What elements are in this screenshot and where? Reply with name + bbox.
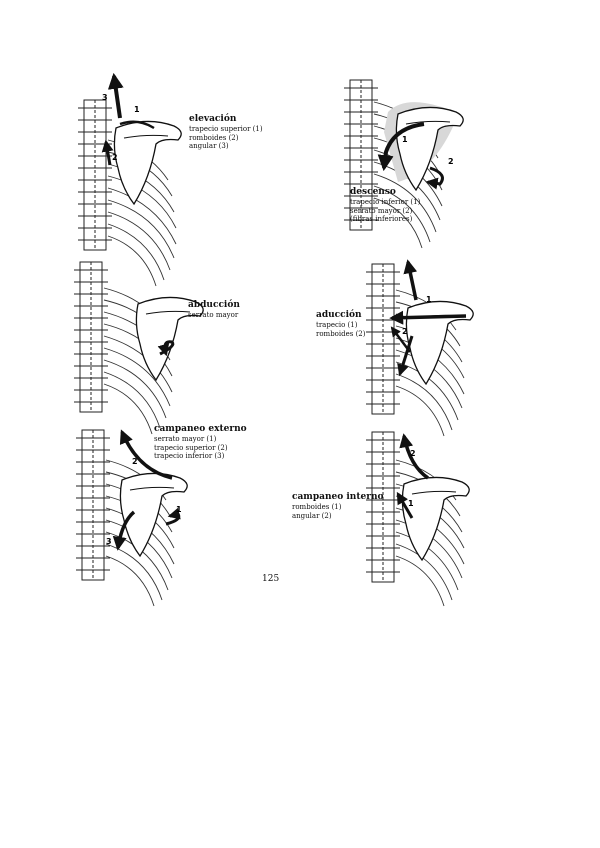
panel-campaneo-externo: [78, 424, 278, 576]
caption-line: serrato mayor (1): [154, 435, 217, 443]
caption-descenso: [350, 187, 420, 224]
panel-aduccion: [316, 256, 476, 396]
panel-elevacion: [76, 70, 296, 240]
caption-line: romboides (2): [189, 133, 239, 142]
panel-abduccion: [76, 258, 276, 388]
caption-line: trapecio inferior (3): [154, 452, 225, 460]
caption-line: trapecio superior (2): [154, 443, 228, 452]
abduccion-illustration: [76, 258, 186, 388]
caption-title: elevación: [189, 114, 237, 124]
panel-descenso: [344, 72, 474, 232]
caption-aduccion: [316, 310, 366, 338]
caption-elevacion: [189, 114, 263, 151]
caption-title: descenso: [350, 187, 396, 197]
caption-line: trapecio (1): [316, 321, 358, 329]
arrow-elevation: [114, 76, 120, 118]
arrow-romboides: [106, 142, 110, 165]
label-1: 1: [176, 505, 182, 514]
label-2: 2: [448, 157, 454, 166]
descenso-illustration: [344, 72, 464, 202]
caption-title: campaneo externo: [154, 424, 247, 434]
arrow-trapecio: [392, 316, 466, 318]
label-3: 3: [106, 537, 112, 546]
arrow-angular: [404, 436, 428, 478]
label-2: 2: [132, 457, 138, 466]
label-1: 1: [426, 295, 432, 304]
label-3: 3: [102, 93, 108, 102]
page-number: 125: [262, 574, 280, 584]
caption-abduccion: [188, 300, 240, 320]
caption-line: angular (2): [292, 511, 332, 520]
label-1: 1: [408, 499, 414, 508]
arrow-serrato: [428, 168, 442, 184]
caption-title: campaneo interno: [292, 492, 384, 502]
arrow-serrato: [166, 514, 179, 524]
label-1: 1: [134, 105, 140, 114]
caption-line: serrato mayor (2): [350, 206, 413, 215]
caption-line: trapecio inferior (1): [350, 198, 421, 206]
caption-line: trapecio superior (1): [189, 125, 263, 133]
label-2: 2: [410, 449, 416, 458]
caption-line: serrato mayor: [188, 311, 239, 319]
caption-campaneo-externo: [154, 424, 247, 461]
panel-campaneo-interno: [292, 426, 476, 566]
label-2: 2: [112, 153, 118, 162]
caption-line: romboides (1): [292, 503, 342, 511]
caption-title: aducción: [316, 310, 362, 320]
label-2: 2: [402, 327, 408, 336]
caption-campaneo-interno: [292, 492, 384, 520]
caption-line: (fibras inferiores): [350, 215, 413, 223]
label-1: 1: [402, 135, 408, 144]
caption-title: abducción: [188, 300, 240, 310]
elevacion-illustration: [76, 70, 176, 240]
caption-line: angular (3): [189, 142, 229, 150]
caption-line: romboides (2): [316, 329, 366, 338]
